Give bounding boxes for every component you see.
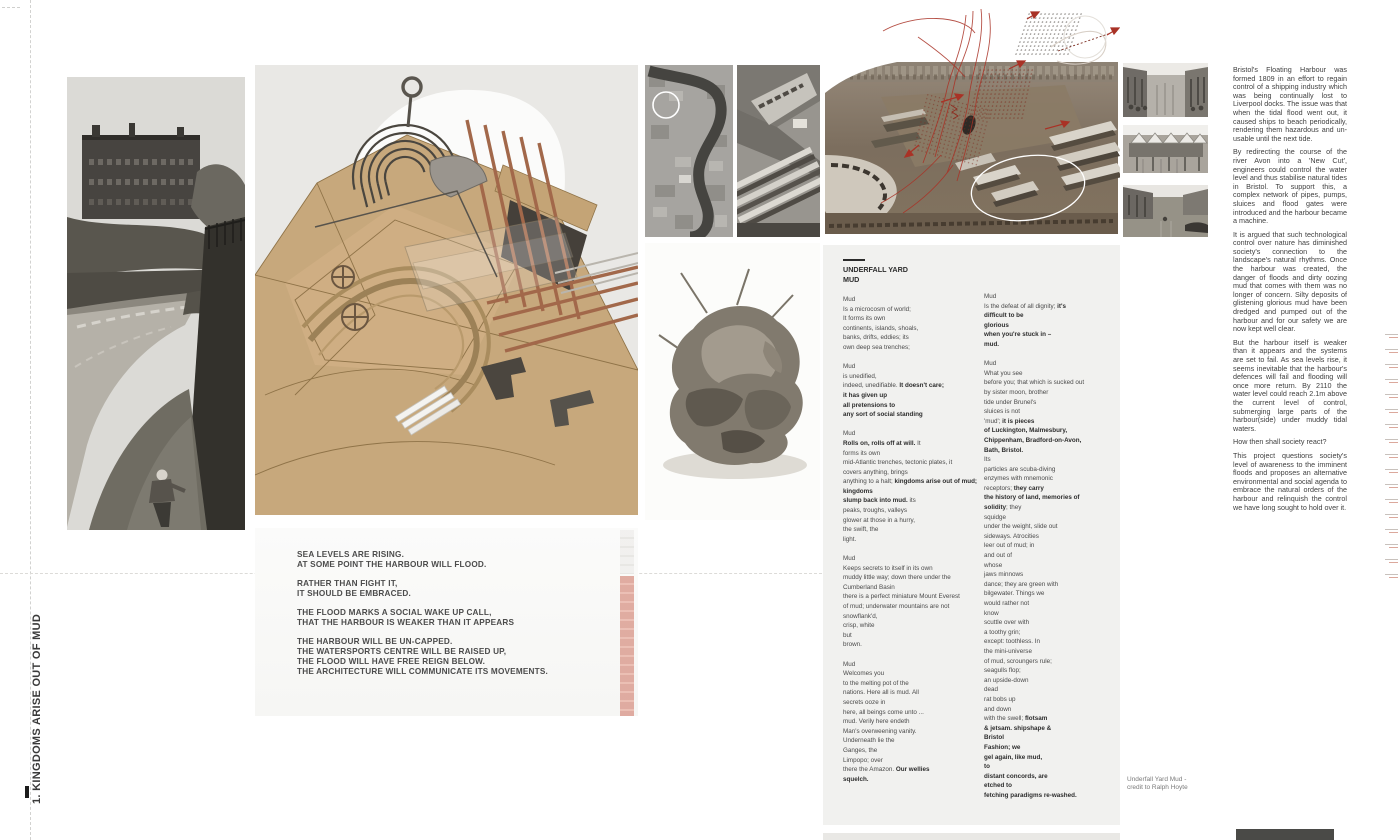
edge-mark (1377, 469, 1398, 478)
essay-paragraph: This project questions society's level of awareness to the imminent floods and proposes an alternative environmental and social agenda to embrace the natural orders of the harbour and relinquish the control we have long sought to hold over it. (1233, 450, 1347, 512)
poem-stanza-line: brown. (843, 641, 862, 649)
poem-stanza-line: Underneath lie the (843, 737, 895, 745)
manifesto-stanza-line: THE HARBOUR WILL BE UN-CAPPED. (297, 637, 453, 646)
poem-stanza-line: Keeps secrets to itself in its own (843, 564, 933, 572)
poem-stanza-line: an upside-down (984, 676, 1029, 684)
poem-stanza-line: distant concords, are (984, 772, 1048, 780)
poem-stanza-line: with the swell; flotsam (984, 715, 1048, 723)
edge-mark (1377, 499, 1398, 508)
mud-photo-art (645, 243, 820, 520)
docks-aerial-art (737, 65, 820, 237)
poem-stanza-line: particles are scuba-diving (984, 465, 1056, 473)
poem-stanza-line: Chippenham, Bradford-on-Avon, (984, 436, 1082, 444)
poem-stanza-line: is unedified, (843, 372, 877, 380)
manifesto-stanza-line: RATHER THAN FIGHT IT, (297, 579, 398, 588)
poem-stanza-line: banks, drifts, eddies; its (843, 334, 909, 342)
poem-stanza-line: squidge (984, 513, 1007, 521)
poem-stanza (843, 429, 983, 544)
poem-stanza (984, 359, 1112, 800)
poem-stanza-line: light. (843, 535, 857, 543)
poem-stanza-line: Mud (843, 430, 856, 438)
poem-stanza-line: gel again, like mud, (984, 753, 1043, 761)
mill-building (82, 135, 200, 219)
poem-stanza-line: secrets ooze in (843, 698, 886, 706)
poem-stanza-line: seagulls flop; (984, 667, 1021, 675)
edge-mark (1377, 454, 1398, 463)
aerial-map-art (645, 65, 733, 237)
poem-stanza-line: own deep sea trenches; (843, 343, 910, 351)
edge-mark (1377, 394, 1398, 403)
poem-stanza-line: whose (984, 561, 1003, 569)
poem-stanza-line: indeed, unedifiable. It doesn't care; (843, 382, 944, 390)
poem-stanza-line: Is a microcosm of world; (843, 305, 911, 313)
edge-mark (1377, 574, 1398, 583)
poem-stanza-line: enzymes with mnemonic (984, 475, 1053, 483)
poem-stanza-line: but (843, 631, 852, 639)
poem-stanza-line: mud. Verily here endeth (843, 718, 910, 726)
edge-mark (1377, 439, 1398, 448)
poem-stanza-line: scuttle over with (984, 619, 1030, 627)
flood-boats-photo (1123, 185, 1208, 237)
poem-stanza-line: continents, islands, shoals, (843, 324, 919, 332)
salmon-strip (620, 576, 634, 716)
poem-stanza-line: the history of land, memories of (984, 494, 1080, 502)
poem-stanza-line: squelch. (843, 775, 869, 783)
poem-stanza-line: mid-Atlantic trenches, tectonic plates, it (843, 459, 953, 467)
manifesto-stanza-line: AT SOME POINT THE HARBOUR WILL FLOOD. (297, 560, 487, 569)
edge-registration-marks (1377, 333, 1398, 589)
poem-stanza-line: jaws minnows (984, 571, 1024, 579)
edge-mark (1377, 529, 1398, 538)
manifesto-stanza (297, 608, 548, 628)
poem-stanza-line: tide under Brunel's (984, 398, 1037, 406)
poem-stanza-line: etched to (984, 782, 1012, 790)
poem-stanza-line: know (984, 609, 999, 617)
riverbank-photo (67, 77, 245, 530)
poem-stanza-line: dead (984, 686, 999, 694)
poem-stanza-line: glorious (984, 321, 1009, 329)
poem-stanza-line: anything to a halt; kingdoms arise out of mud; (843, 478, 978, 486)
poem-stanza-line: Mud (984, 293, 997, 300)
poem-stanza (843, 295, 983, 353)
poem-stanza-line: forms its own (843, 449, 881, 457)
manifesto-stanza-line: IT SHOULD BE EMBRACED. (297, 589, 412, 598)
poem-stanza-line: of mud; underwater mountains are not (843, 603, 950, 610)
poem-stanza-line: slump back into mud. its (843, 497, 916, 505)
poem-stanza-line: kingdoms (843, 487, 873, 495)
poem-stanza-line: Man's overweening vanity. (843, 727, 917, 735)
aerial-map-photo (645, 65, 733, 237)
poem-stanza-line: 'mud'; it is pieces (984, 417, 1035, 425)
model-photo (255, 65, 638, 515)
poem-stanza-line: It forms its own (843, 315, 886, 323)
poem-stanza-line: glower at those in a hurry, (843, 516, 915, 524)
manifesto-block (255, 528, 638, 716)
essay-paragraph: Bristol's Floating Harbour was formed 1809 in an effort to regain control of a shipping industry which was being continually lost to Liverpool docks. The issue was that when the tidal flood went out, it caused ships to beach periodically, rendering them hazardous and un-usable until the next tide. (1233, 65, 1347, 143)
poem-stanza-line: except: toothless. In (984, 638, 1041, 646)
poem-stanza-line: Welcomes you (843, 670, 885, 678)
poem-stanza-line: and out of (984, 552, 1013, 560)
harbour-annotated-art (823, 5, 1120, 235)
poem-stanza-line: fetching paradigms re-washed. (984, 791, 1077, 799)
poem-stanza-line: the mini-universe (984, 647, 1032, 655)
poem-stanza (843, 660, 983, 785)
poem-stanza-line: Limpopo; over (843, 756, 883, 764)
manifesto-stanza (297, 637, 548, 677)
poem-stanza-line: Its (984, 456, 991, 464)
essay-paragraph: How then shall society react? (1233, 437, 1327, 447)
poem-stanza-line: under the weight, slide out (984, 523, 1058, 531)
poem-stanza-line: bilgewater. Things we (984, 590, 1045, 598)
essay-paragraph: It is argued that such technological control over nature has diminished society's connection to the landscape's natural rhythms. Once the harbour was created, the danger of floods and dirty oozing mud that comes with them was no longer of concern. Silty deposits of glistening glorious mud have been dredged and pumped out of the harbour and for our safety we are now kept well clear. (1233, 229, 1347, 334)
edge-mark (1377, 334, 1398, 343)
corner-dash-mark (2, 7, 20, 8)
poem-stanza-line: Mud (843, 555, 856, 563)
edge-mark (1377, 379, 1398, 388)
section-label: 1. KINGDOMS ARISE OUT OF MUD (31, 613, 43, 804)
manifesto-stanza-line: THE ARCHITECTURE WILL COMMUNICATE ITS MOVEMENTS. (297, 667, 548, 676)
poem-stanza-line: there is a perfect miniature Mount Everest (843, 593, 960, 601)
poem-stanza (984, 292, 1112, 350)
next-panel-edge (823, 833, 1120, 840)
flood-street-art (1123, 63, 1208, 117)
poem-stanza-line: nations. Here all is mud. All (843, 689, 919, 697)
poem-stanza-line: Mud (984, 360, 997, 368)
poem-stanza-line: solidity; they (984, 504, 1022, 512)
poem-stanza-line: covers anything, brings (843, 468, 908, 476)
poem-stanza-line: Bristol (984, 734, 1004, 742)
poem-panel (823, 245, 1120, 825)
poem-title: UNDERFALL YARD MUD (843, 265, 908, 284)
edge-mark (1377, 424, 1398, 433)
essay-paragraph: By redirecting the course of the river Avon into a 'New Cut', engineers could control the water level and thus stabilise natural tides in Bristol. To support this, a complex network of pipes, pumps, sluices and flood gates were introduced and the harbour became a machine. (1233, 147, 1347, 226)
poem-stanza-line: Fashion; we (984, 743, 1021, 751)
edge-mark (1377, 484, 1398, 493)
manifesto-stanza (297, 579, 548, 599)
poem-stanza-line: Mud (843, 660, 856, 668)
poem-stanza-line: it has given up (843, 391, 888, 399)
poem-stanza-line: there the Amazon. Our wellies (843, 766, 930, 774)
manifesto-stanza-line: THE FLOOD MARKS A SOCIAL WAKE UP CALL, (297, 608, 492, 617)
poem-stanza-line: Bath, Bristol. (984, 446, 1024, 454)
poem-stanza-line: and down (984, 705, 1012, 713)
flood-street-photo (1123, 63, 1208, 117)
edge-mark (1377, 559, 1398, 568)
poem-stanza-line: sluices is not (984, 408, 1021, 416)
manifesto-stanza-line: THAT THE HARBOUR IS WEAKER THAN IT APPEARS (297, 618, 515, 627)
poem-stanza-line: snowflank'd, (843, 612, 878, 620)
poem-stanza-line: peaks, troughs, valleys (843, 507, 908, 515)
poem-stanza-line: would rather not (984, 600, 1030, 607)
edge-mark (1377, 364, 1398, 373)
poem-stanza-line: crisp, white (843, 622, 875, 630)
poem-title-rule (843, 259, 865, 261)
dot-grid-annotation (1014, 11, 1083, 57)
poem-stanza (843, 554, 983, 650)
riverbank-photo-art (67, 77, 245, 530)
poem-stanza (843, 362, 983, 420)
poem-stanza-line: Rolls on, rolls off at will. It (843, 439, 921, 447)
poem-column-1 (843, 259, 983, 794)
poem-stanza-line: here, all beings come unto ... (843, 708, 924, 716)
bottom-dark-block (1236, 829, 1334, 840)
poem-stanza-line: the swift, the (843, 526, 879, 534)
poem-stanza-line: a toothy grin; (984, 628, 1021, 636)
flood-boathouse-art (1123, 125, 1208, 173)
mud-photo (645, 243, 820, 520)
poem-stanza-line: Mud (843, 296, 856, 303)
edge-mark (1377, 514, 1398, 523)
manifesto-stanza-line: SEA LEVELS ARE RISING. (297, 550, 405, 559)
manifesto-stanza-line: THE FLOOD WILL HAVE FREE REIGN BELOW. (297, 657, 486, 666)
poem-stanza-line: any sort of social standing (843, 411, 923, 419)
poem-stanza-line: dance; they are green with (984, 580, 1059, 588)
manifesto-stanza-line: THE WATERSPORTS CENTRE WILL BE RAISED UP, (297, 647, 507, 656)
poem-stanza-line: sideways. Atrocities (984, 532, 1039, 540)
poem-stanza-line: Mud (843, 363, 856, 371)
poem-stanza-line: of Luckington, Malmesbury, (984, 427, 1068, 435)
manifesto-text (297, 550, 548, 686)
poem-stanza-line: of mud, scroungers rule; (984, 657, 1052, 665)
edge-mark (1377, 349, 1398, 358)
docks-aerial-photo (737, 65, 820, 237)
essay-paragraph: But the harbour itself is weaker than it appears and the systems are set to fail. As sea levels rise, it seems inevitable that the harbour's defences will fail and flooding will once more return. By 2110 the water level could reach 2.1m above the current level of control, submerging large parts of the harbour(side) under muddy tidal waters. (1233, 337, 1347, 433)
poem-stanza-line: to the melting pot of the (843, 679, 909, 687)
section-tick-mark (25, 786, 29, 798)
photo-caption: Underfall Yard Mud - credit to Ralph Hoyte (1127, 776, 1188, 791)
poem-stanza-line: receptors; they carry (984, 484, 1044, 492)
manifesto-stanza (297, 550, 548, 570)
poem-stanza-line: to (984, 763, 990, 771)
poem-stanza-line: difficult to be (984, 312, 1024, 320)
poem-stanza-line: mud. (984, 340, 1000, 348)
model-photo-art (255, 65, 638, 515)
salmon-strip-ghost (620, 530, 634, 574)
edge-mark (1377, 544, 1398, 553)
poem-stanza-line: when you're stuck in – (984, 331, 1052, 339)
poem-stanza-line: all pretensions to (843, 401, 896, 409)
poem-stanza-line: Ganges, the (843, 746, 878, 754)
poem-column-2 (984, 292, 1112, 810)
poem-stanza-line: muddy little way; down there under the Cumberland Basin (843, 574, 951, 591)
essay-column (1233, 66, 1347, 517)
poem-stanza-line: rat bobs up (984, 695, 1016, 703)
flood-boathouse-photo (1123, 125, 1208, 173)
poem-stanza-line: Is the defeat of all dignity; it's (984, 302, 1067, 310)
poem-stanza-line: before you; that which is sucked out (984, 379, 1085, 387)
poem-stanza-line: What you see (984, 369, 1023, 377)
poem-stanza-line: by sister moon, brother (984, 388, 1049, 396)
poem-stanza-line: & jetsam. shipshape & (984, 724, 1052, 732)
flood-boats-art (1123, 185, 1208, 237)
harbour-annotated-photo (823, 5, 1120, 235)
poem-stanza-line: leer out of mud; in (984, 542, 1035, 550)
edge-mark (1377, 409, 1398, 418)
